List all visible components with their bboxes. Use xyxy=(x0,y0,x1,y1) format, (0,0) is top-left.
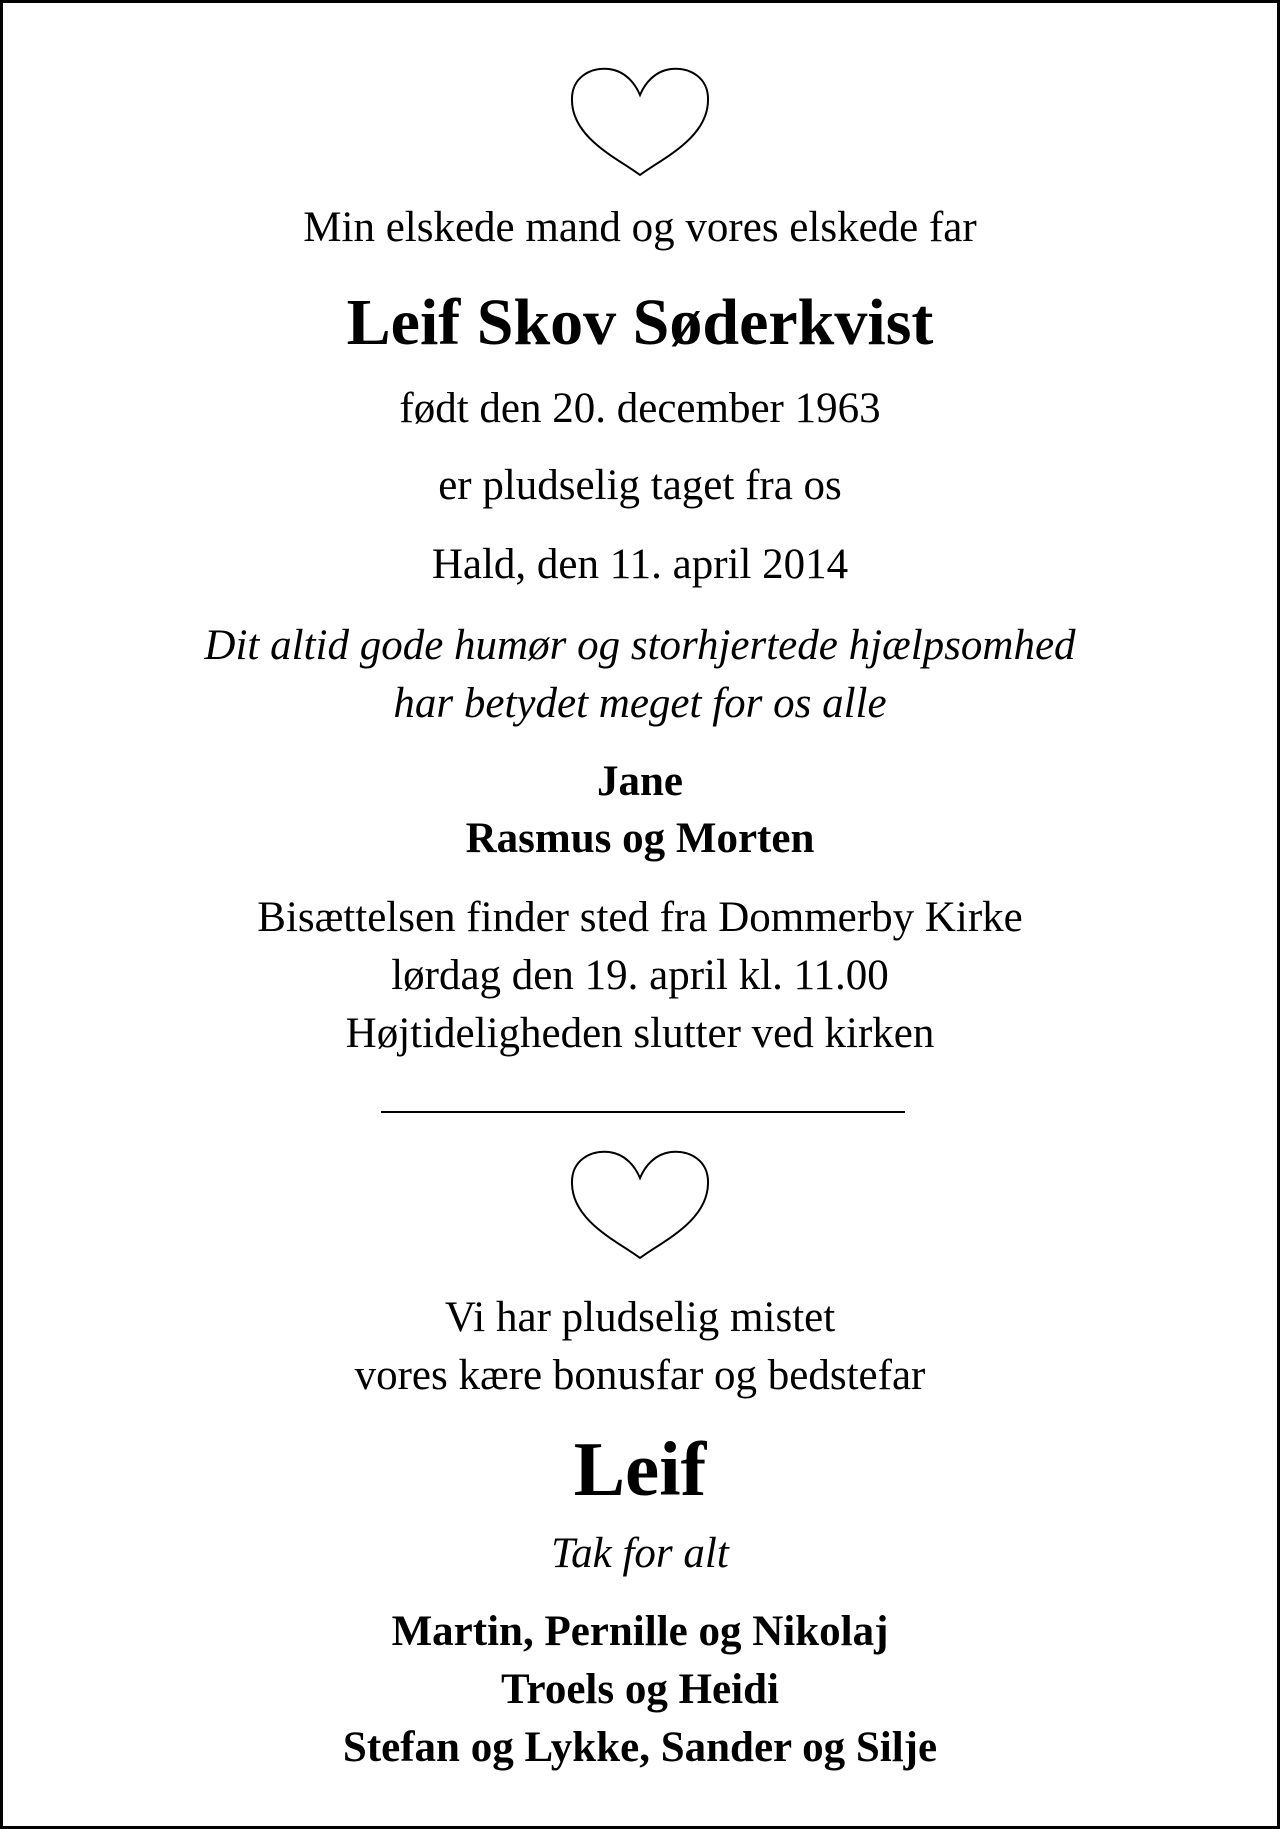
service-info-line: Højtideligheden slutter ved kirken xyxy=(345,1010,935,1057)
grandchildren-name-line: Troels og Heidi xyxy=(501,1666,779,1713)
service-info-line: Bisættelsen finder sted fra Dommerby Kirke xyxy=(257,894,1023,941)
tribute-line: Dit altid gode humør og storhjertede hjælpsomhed xyxy=(204,622,1076,669)
family-name-line: Rasmus og Morten xyxy=(465,815,815,862)
birth-date: født den 20. december 1963 xyxy=(399,385,881,432)
grandchildren-name-line: Stefan og Lykke, Sander og Silje xyxy=(342,1724,938,1771)
family-name-line: Jane xyxy=(597,758,683,805)
thanks-text: Tak for alt xyxy=(551,1530,729,1577)
grandchildren-name-line: Martin, Pernille og Nikolaj xyxy=(391,1608,889,1655)
intro-text: Min elskede mand og vores elskede far xyxy=(303,204,977,251)
place-and-date: Hald, den 11. april 2014 xyxy=(431,541,849,588)
deceased-full-name: Leif Skov Søderkvist xyxy=(346,286,934,359)
heart-outline-icon xyxy=(567,1146,713,1262)
passing-text: er pludselig taget fra os xyxy=(438,462,842,509)
tribute-line: har betydet meget for os alle xyxy=(393,680,887,727)
service-info-line: lørdag den 19. april kl. 11.00 xyxy=(391,952,889,999)
heart-outline-icon xyxy=(567,63,713,179)
second-intro-line: Vi har pludselig mistet xyxy=(444,1294,836,1341)
deceased-first-name: Leif xyxy=(573,1426,707,1512)
divider-line xyxy=(381,1111,905,1113)
second-intro-line: vores kære bonusfar og bedstefar xyxy=(354,1352,926,1399)
